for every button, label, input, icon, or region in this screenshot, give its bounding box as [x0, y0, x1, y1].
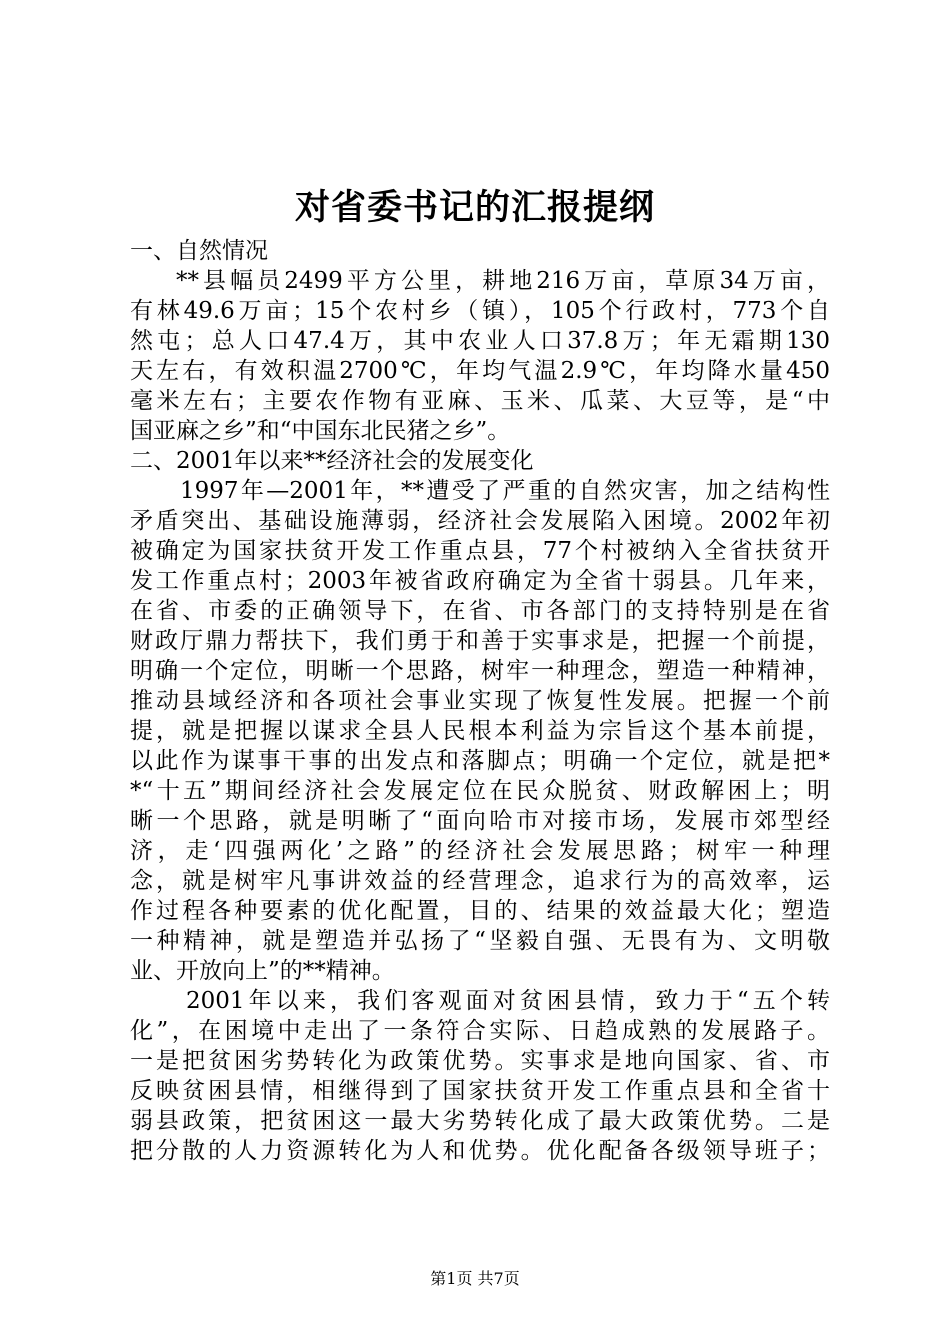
text-line: 一种精神，就是塑造并弘扬了“坚毅自强、无畏有为、文明敬 [130, 928, 830, 954]
text-line: 提，就是把握以谋求全县人民根本利益为宗旨这个基本前提， [130, 718, 830, 744]
text-line: 发工作重点村；2003年被省政府确定为全省十弱县。几年来， [130, 568, 830, 594]
section-heading-natural: 一、自然情况 [130, 238, 268, 264]
text-line: 矛盾突出、基础设施薄弱，经济社会发展陷入困境。2002年初 [130, 508, 830, 534]
text-line: 把分散的人力资源转化为人和优势。优化配备各级领导班子； [130, 1138, 830, 1164]
section-heading-development: 二、2001年以来**经济社会的发展变化 [130, 448, 534, 474]
text-line: 化”，在困境中走出了一条符合实际、日趋成熟的发展路子。 [130, 1018, 830, 1044]
text-line: 业、开放向上”的**精神。 [130, 958, 395, 984]
text-line: 明确一个定位，明晰一个思路，树牢一种理念，塑造一种精神， [130, 658, 830, 684]
text-line: 念，就是树牢凡事讲效益的经营理念，追求行为的高效率，运 [130, 868, 830, 894]
text-line: 天左右，有效积温2700℃，年均气温2.9℃，年均降水量450 [130, 358, 830, 384]
page-number: 第1页 共7页 [430, 1269, 520, 1288]
text-line: 毫米左右；主要农作物有亚麻、玉米、瓜菜、大豆等，是“中 [130, 388, 830, 414]
text-line: **县幅员2499平方公里，耕地216万亩，草原34万亩， [176, 268, 830, 294]
text-line: 推动县域经济和各项社会事业实现了恢复性发展。把握一个前 [130, 688, 830, 714]
paragraph-natural-conditions [130, 266, 830, 446]
text-line: 一是把贫困劣势转化为政策优势。实事求是地向国家、省、市 [130, 1048, 830, 1074]
text-line: 国亚麻之乡”和“中国东北民猪之乡”。 [130, 418, 511, 444]
document-title: 对省委书记的汇报提纲 [294, 187, 655, 228]
text-line: 被确定为国家扶贫开发工作重点县，77个村被纳入全省扶贫开 [130, 538, 830, 564]
text-line: 济，走‘四强两化’之路”的经济社会发展思路；树牢一种理 [130, 838, 830, 864]
text-line: 1997年—2001年，**遭受了严重的自然灾害，加之结构性 [180, 478, 830, 504]
text-line: 财政厅鼎力帮扶下，我们勇于和善于实事求是，把握一个前提， [130, 628, 830, 654]
text-line: 以此作为谋事干事的出发点和落脚点；明确一个定位，就是把* [130, 748, 830, 774]
paragraph-five-transformations [130, 986, 830, 1166]
paragraph-development [130, 476, 830, 986]
text-line: 有林49.6万亩；15个农村乡（镇），105个行政村，773个自 [130, 298, 830, 324]
text-line: 在省、市委的正确领导下，在省、市各部门的支持特别是在省 [130, 598, 830, 624]
text-line: *“十五”期间经济社会发展定位在民众脱贫、财政解困上；明 [130, 778, 830, 804]
text-line: 2001年以来，我们客观面对贫困县情，致力于“五个转 [186, 988, 830, 1014]
document-body [130, 236, 830, 1166]
text-line: 然屯；总人口47.4万，其中农业人口37.8万；年无霜期130 [130, 328, 830, 354]
text-line: 作过程各种要素的优化配置，目的、结果的效益最大化；塑造 [130, 898, 830, 924]
text-line: 弱县政策，把贫困这一最大劣势转化成了最大政策优势。二是 [130, 1108, 830, 1134]
text-line: 晰一个思路，就是明晰了“面向哈市对接市场，发展市郊型经 [130, 808, 830, 834]
text-line: 反映贫困县情，相继得到了国家扶贫开发工作重点县和全省十 [130, 1078, 830, 1104]
